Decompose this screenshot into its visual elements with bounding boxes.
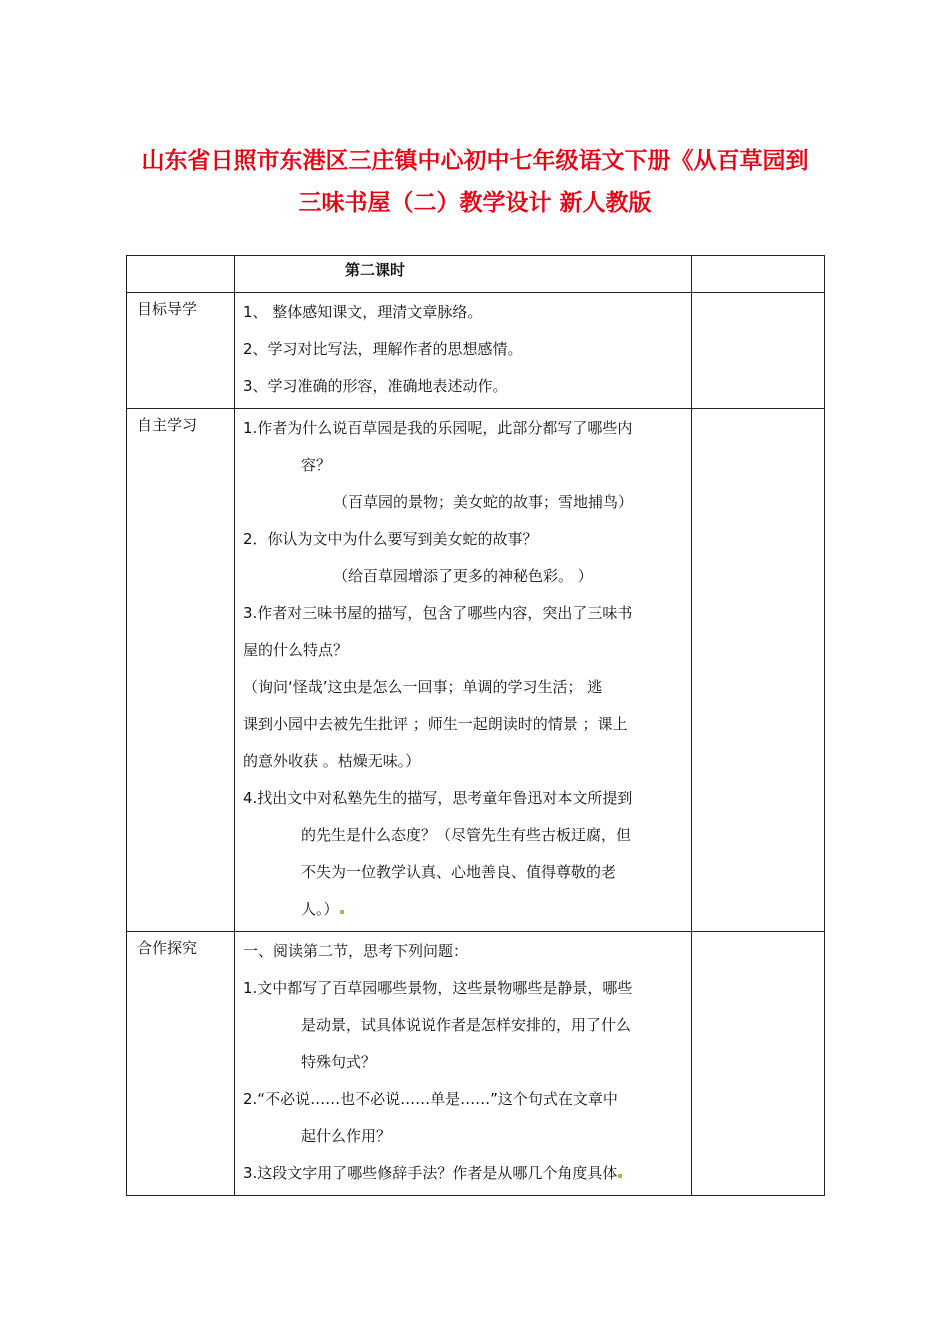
question-line: 的先生是什么态度？（尽管先生有些古板迂腐，但: [301, 826, 632, 844]
table-header-row: [127, 256, 825, 293]
question-line: 1.文中都写了百草园哪些景物，这些景物哪些是静景，哪些: [243, 979, 633, 997]
section-row-self-study: [127, 409, 825, 932]
header-notes-cell: [692, 256, 825, 293]
section-content-goals: [235, 293, 692, 409]
document-title-line-2: 三味书屋（二）教学设计 新人教版: [298, 190, 652, 216]
lesson-table: [126, 255, 825, 1196]
answer-line: （询问‘怪哉’这虫是怎么一回事；单调的学习生活； 逃: [243, 678, 603, 696]
question-text: 3.这段文字用了哪些修辞手法？作者是从哪几个角度具体: [243, 1164, 618, 1182]
question-line: 2.“不必说……也不必说……单是……”这个句式在文章中: [243, 1090, 618, 1108]
question-line: 屋的什么特点？: [243, 641, 349, 659]
question-line: 容？: [301, 456, 332, 474]
question-line: 4.找出文中对私塾先生的描写，思考童年鲁迅对本文所提到: [243, 789, 633, 807]
scan-mark: [340, 910, 344, 914]
task-line: 一、阅读第二节，思考下列问题：: [243, 942, 469, 960]
question-line: 特殊句式？: [301, 1053, 377, 1071]
section-row-goals: [127, 293, 825, 409]
section-label-cooperative: 合作探究: [127, 932, 235, 1196]
answer-line: 课到小园中去被先生批评 ；师生一起朗读时的情景 ；课上: [243, 715, 628, 733]
document-title-line-1: 山东省日照市东港区三庄镇中心初中七年级语文下册《从百草园到: [141, 148, 809, 174]
section-notes-cooperative: [692, 932, 825, 1196]
question-line: 1.作者为什么说百草园是我的乐园呢，此部分都写了哪些内: [243, 419, 633, 437]
section-notes-goals: [692, 293, 825, 409]
question-line: 2．你认为文中为什么要写到美女蛇的故事？: [243, 530, 538, 548]
question-line: 3.作者对三味书屋的描写，包含了哪些内容，突出了三味书: [243, 604, 633, 622]
lesson-period-heading: 第二课时: [235, 256, 692, 293]
question-line: 是动景，试具体说说作者是怎样安排的，用了什么: [301, 1016, 632, 1034]
answer-line: 不失为一位教学认真、心地善良、值得尊敬的老: [301, 863, 617, 881]
section-content-self-study: [235, 409, 692, 932]
answer-line: （百草园的景物；美女蛇的故事；雪地捕鸟）: [333, 493, 634, 511]
goal-item: 2、学习对比写法，理解作者的思想感情。: [243, 340, 523, 358]
header-empty-cell: [127, 256, 235, 293]
answer-line: [243, 894, 685, 931]
answer-line: （给百草园增添了更多的神秘色彩。 ）: [333, 567, 593, 585]
question-line: [243, 1158, 685, 1195]
scan-mark: [618, 1174, 622, 1178]
section-label-goals: 目标导学: [127, 293, 235, 409]
question-line: 起什么作用？: [301, 1127, 392, 1145]
goal-item: 3、学习准确的形容，准确地表述动作。: [243, 377, 508, 395]
answer-text: 人。）: [301, 900, 339, 918]
section-notes-self-study: [692, 409, 825, 932]
goal-item: 1、 整体感知课文，理清文章脉络。: [243, 303, 483, 321]
section-row-cooperative: [127, 932, 825, 1196]
section-content-cooperative: [235, 932, 692, 1196]
answer-line: 的意外收获 。枯燥无味。）: [243, 752, 421, 770]
section-label-self-study: 自主学习: [127, 409, 235, 932]
